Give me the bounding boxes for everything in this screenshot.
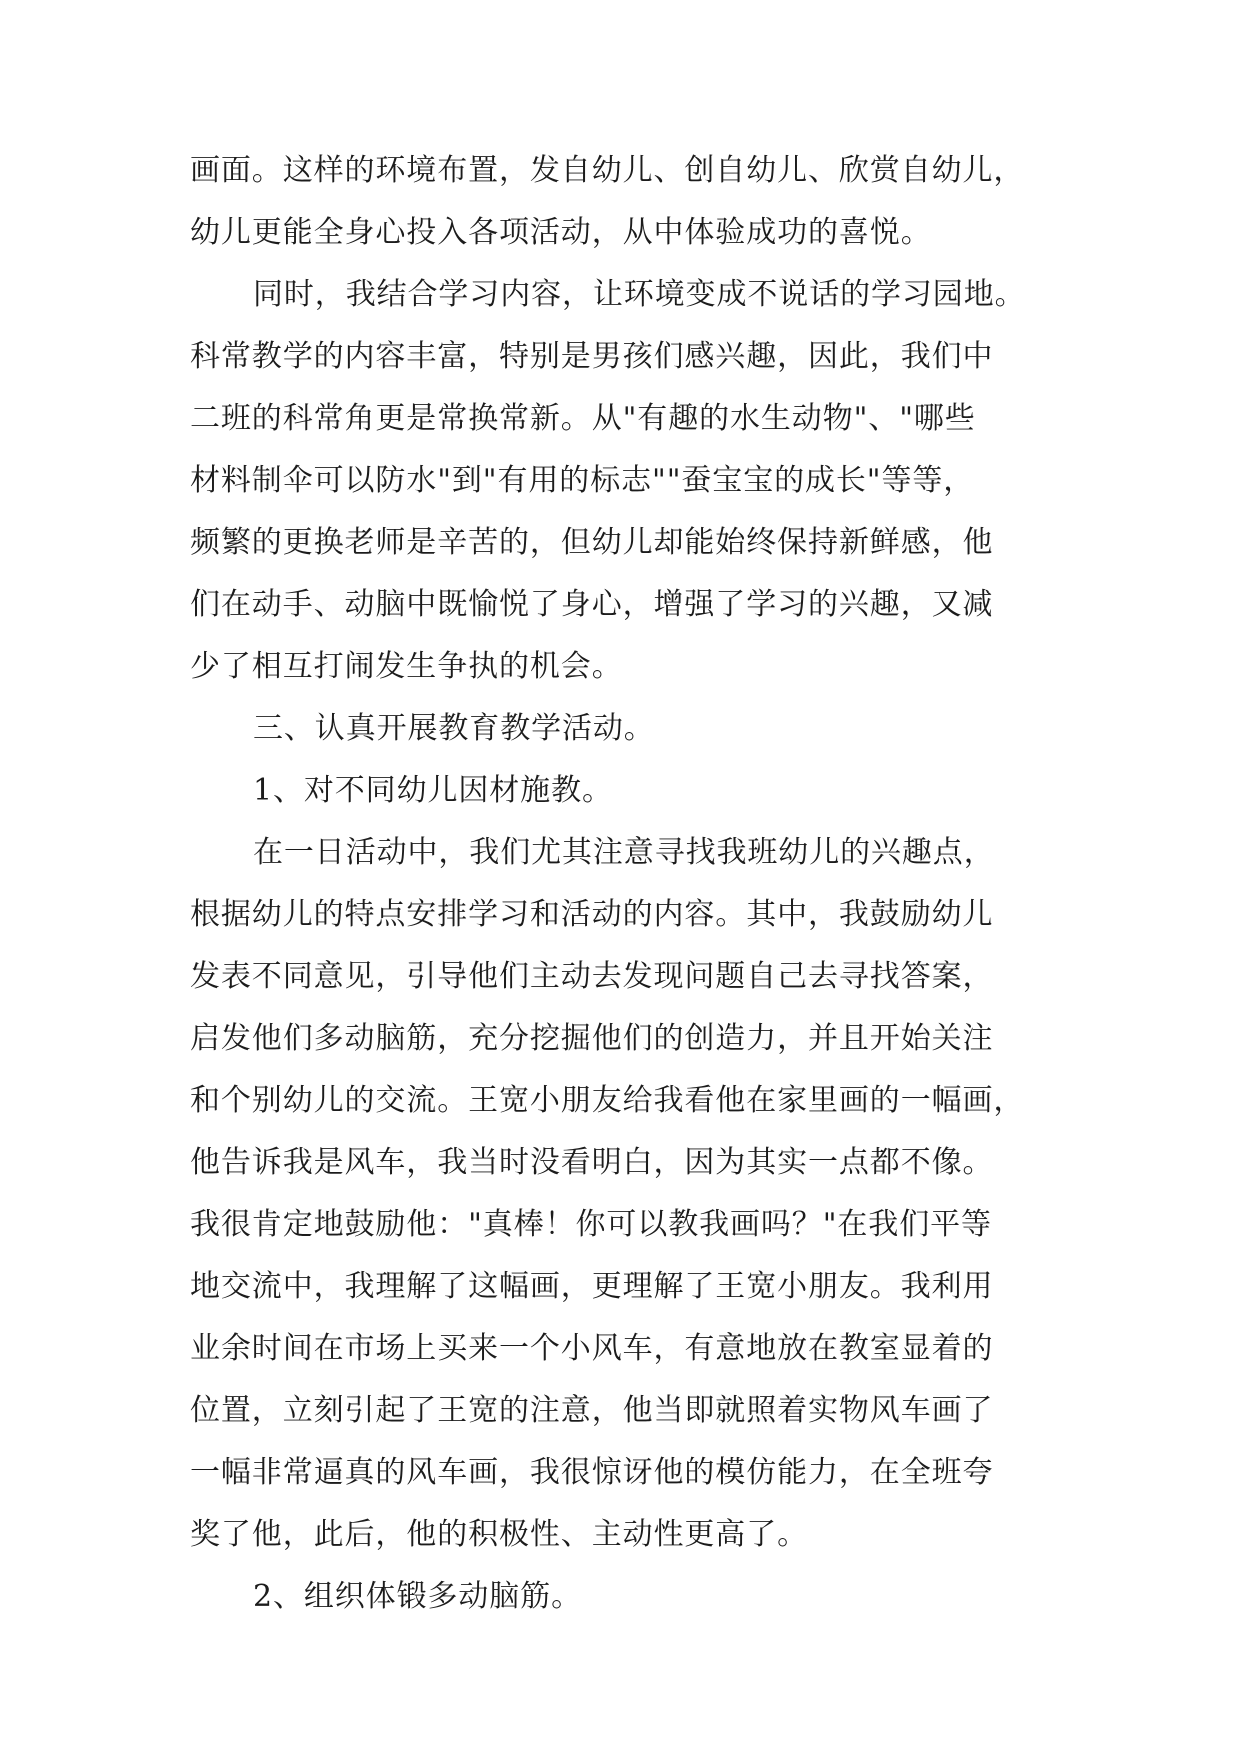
- paragraph-start-line: 同时，我结合学习内容，让环境变成不说话的学习园地。: [253, 277, 1026, 312]
- text-line: 们在动手、动脑中既愉悦了身心，增强了学习的兴趣，又减: [190, 587, 994, 622]
- text-line: 根据幼儿的特点安排学习和活动的内容。其中，我鼓励幼儿: [190, 897, 994, 932]
- text-line: 他告诉我是风车，我当时没看明白，因为其实一点都不像。: [190, 1145, 994, 1180]
- text-line: 地交流中，我理解了这幅画，更理解了王宽小朋友。我利用: [190, 1269, 994, 1304]
- subsection-heading: 2、组织体锻多动脑筋。: [253, 1579, 582, 1614]
- text-line: 科常教学的内容丰富，特别是男孩们感兴趣，因此，我们中: [190, 339, 994, 374]
- paragraph-start-line: 在一日活动中，我们尤其注意寻找我班幼儿的兴趣点，: [253, 835, 995, 870]
- text-line: 一幅非常逼真的风车画，我很惊讶他的模仿能力，在全班夸: [190, 1455, 994, 1490]
- text-line: 启发他们多动脑筋，充分挖掘他们的创造力，并且开始关注: [190, 1021, 994, 1056]
- subsection-heading: 1、对不同幼儿因材施教。: [253, 773, 613, 808]
- text-line: 奖了他，此后，他的积极性、主动性更高了。: [190, 1517, 808, 1552]
- text-line: 材料制伞可以防水"到"有用的标志""蚕宝宝的成长"等等，: [190, 463, 975, 498]
- text-line: 业余时间在市场上买来一个小风车，有意地放在教室显着的: [190, 1331, 994, 1366]
- text-line: 我很肯定地鼓励他："真棒！你可以教我画吗？"在我们平等: [190, 1207, 992, 1242]
- text-line: 位置，立刻引起了王宽的注意，他当即就照着实物风车画了: [190, 1393, 994, 1428]
- text-line: 少了相互打闹发生争执的机会。: [190, 649, 623, 684]
- text-line: 画面。这样的环境布置，发自幼儿、创自幼儿、欣赏自幼儿，: [190, 153, 1025, 188]
- text-line: 发表不同意见，引导他们主动去发现问题自己去寻找答案，: [190, 959, 994, 994]
- text-line: 频繁的更换老师是辛苦的，但幼儿却能始终保持新鲜感，他: [190, 525, 994, 560]
- text-line: 幼儿更能全身心投入各项活动，从中体验成功的喜悦。: [190, 215, 932, 250]
- section-heading: 三、认真开展教育教学活动。: [253, 711, 655, 746]
- text-line: 二班的科常角更是常换常新。从"有趣的水生动物"、"哪些: [190, 401, 976, 436]
- text-line: 和个别幼儿的交流。王宽小朋友给我看他在家里画的一幅画，: [190, 1083, 1025, 1118]
